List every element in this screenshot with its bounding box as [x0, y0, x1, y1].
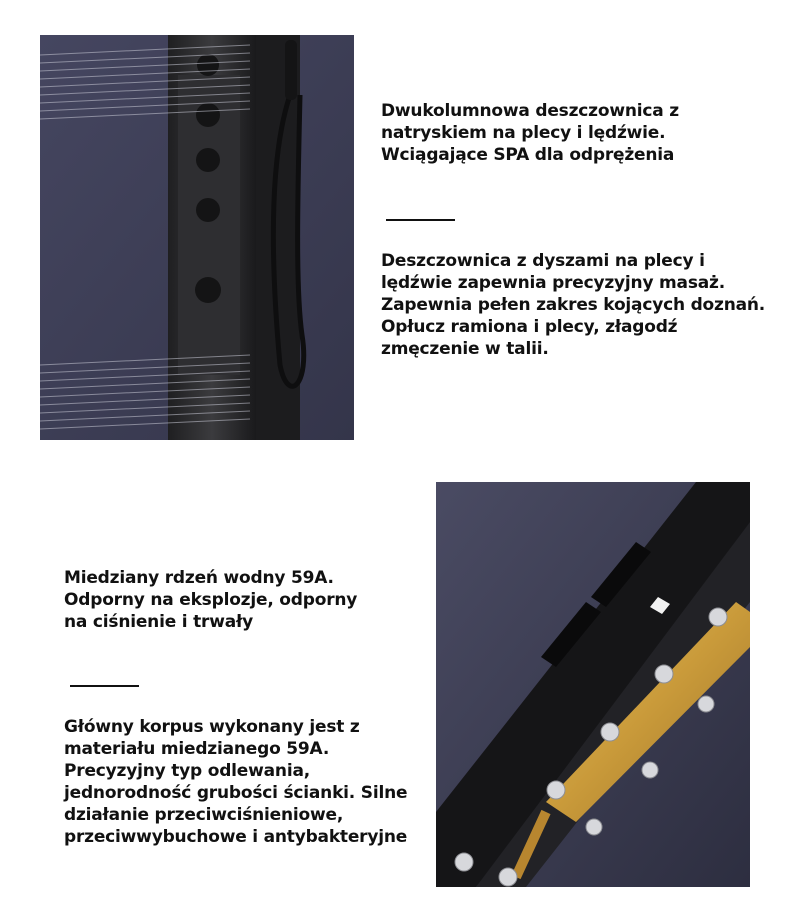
section1-divider [386, 219, 455, 221]
section2-heading-line: Odporny na eksplozje, odporny [64, 590, 358, 610]
section2-body-line: działanie przeciwciśnieniowe, [64, 805, 344, 825]
section2-body [64, 716, 407, 848]
section2-body-line: przeciwwybuchowe i antybakteryjne [64, 827, 408, 847]
shower-column-photo [40, 35, 354, 440]
copper-core-photo [436, 482, 750, 887]
section1-heading [381, 100, 679, 166]
section2-heading-line: na ciśnienie i trwały [64, 612, 253, 632]
section2-body-line: Główny korpus wykonany jest z [64, 717, 360, 737]
section2-body-line: materiału miedzianego 59A. [64, 739, 330, 759]
section1-heading-line: natryskiem na plecy i lędźwie. [381, 123, 666, 143]
section2-heading [64, 567, 357, 633]
section1-heading-line: Dwukolumnowa deszczownica z [381, 101, 679, 121]
section1-body-line: zmęczenie w talii. [381, 339, 549, 359]
section1-body [381, 250, 765, 360]
section2-body-line: Precyzyjny typ odlewania, [64, 761, 310, 781]
section2-heading-line: Miedziany rdzeń wodny 59A. [64, 568, 334, 588]
section1-body-line: lędźwie zapewnia precyzyjny masaż. [381, 273, 725, 293]
section2-body-line: jednorodność grubości ścianki. Silne [64, 783, 408, 803]
section1-body-line: Deszczownica z dyszami na plecy i [381, 251, 705, 271]
section1-body-line: Zapewnia pełen zakres kojących doznań. [381, 295, 766, 315]
section2-divider [70, 685, 139, 687]
section1-body-line: Opłucz ramiona i plecy, złagodź [381, 317, 678, 337]
section1-heading-line: Wciągające SPA dla odprężenia [381, 145, 675, 165]
